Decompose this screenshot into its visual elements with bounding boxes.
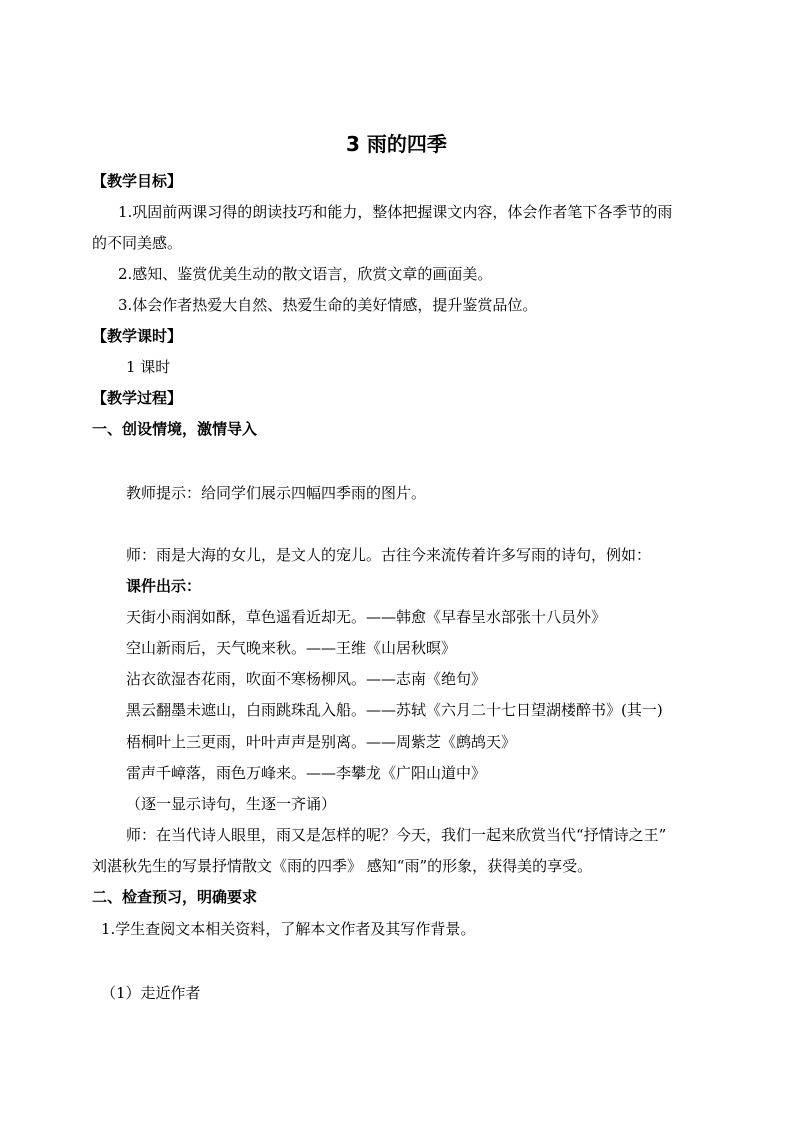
teaching-hours-value: 1 课时 xyxy=(126,358,171,376)
preview-item-1: 1.学生查阅文本相关资料，了解本文作者及其写作背景。 xyxy=(101,920,476,938)
part-1-heading: 一、创设情境，激情导入 xyxy=(92,420,258,438)
teacher-transition-line-1: 师：在当代诗人眼里，雨又是怎样的呢？今天，我们一起来欣赏当代“抒情诗之王” xyxy=(126,826,667,844)
teacher-transition-line-2: 刘湛秋先生的写景抒情散文《雨的四季》 感知“雨”的形象，获得美的享受。 xyxy=(92,857,593,875)
teaching-goals-heading: 【教学目标】 xyxy=(92,172,183,190)
poem-line: 梧桐叶上三更雨，叶叶声声是别离。——周紫芝《鹧鸪天》 xyxy=(126,733,517,751)
goal-1-line-2: 的不同美感。 xyxy=(92,234,183,252)
goal-3: 3.体会作者热爱大自然、热爱生命的美好情感，提升鉴赏品位。 xyxy=(118,296,538,314)
poem-line: 沾衣欲湿杏花雨，吹面不寒杨柳风。——志南《绝句》 xyxy=(126,670,487,688)
courseware-label: 课件出示： xyxy=(126,577,202,595)
goal-1-line-1: 1.巩固前两课习得的朗读技巧和能力，整体把握课文内容，体会作者笔下各季节的雨 xyxy=(118,203,673,221)
preview-item-1-sub: （1）走近作者 xyxy=(101,984,201,1002)
poem-line: 天街小雨润如酥，草色遥看近却无。——韩愈《早春呈水部张十八员外》 xyxy=(126,608,607,626)
poem-note: （逐一显示诗句，生逐一齐诵） xyxy=(126,795,337,813)
teaching-process-heading: 【教学过程】 xyxy=(92,389,183,407)
teacher-tip: 教师提示：给同学们展示四幅四季雨的图片。 xyxy=(126,484,427,502)
teacher-intro: 师：雨是大海的女儿，是文人的宠儿。古往今来流传着许多写雨的诗句，例如： xyxy=(126,546,652,564)
poem-line: 雷声千嶂落，雨色万峰来。——李攀龙《广阳山道中》 xyxy=(126,764,487,782)
poem-line: 黑云翻墨未遮山，白雨跳珠乱入船。——苏轼《六月二十七日望湖楼醉书》(其一) xyxy=(126,701,663,719)
teaching-hours-heading: 【教学课时】 xyxy=(92,327,183,345)
part-2-heading: 二、检查预习，明确要求 xyxy=(92,888,258,906)
goal-2: 2.感知、鉴赏优美生动的散文语言，欣赏文章的画面美。 xyxy=(118,265,493,283)
document-title: 3 雨的四季 xyxy=(346,132,447,156)
poem-line: 空山新雨后，天气晚来秋。——王维《山居秋暝》 xyxy=(126,639,457,657)
